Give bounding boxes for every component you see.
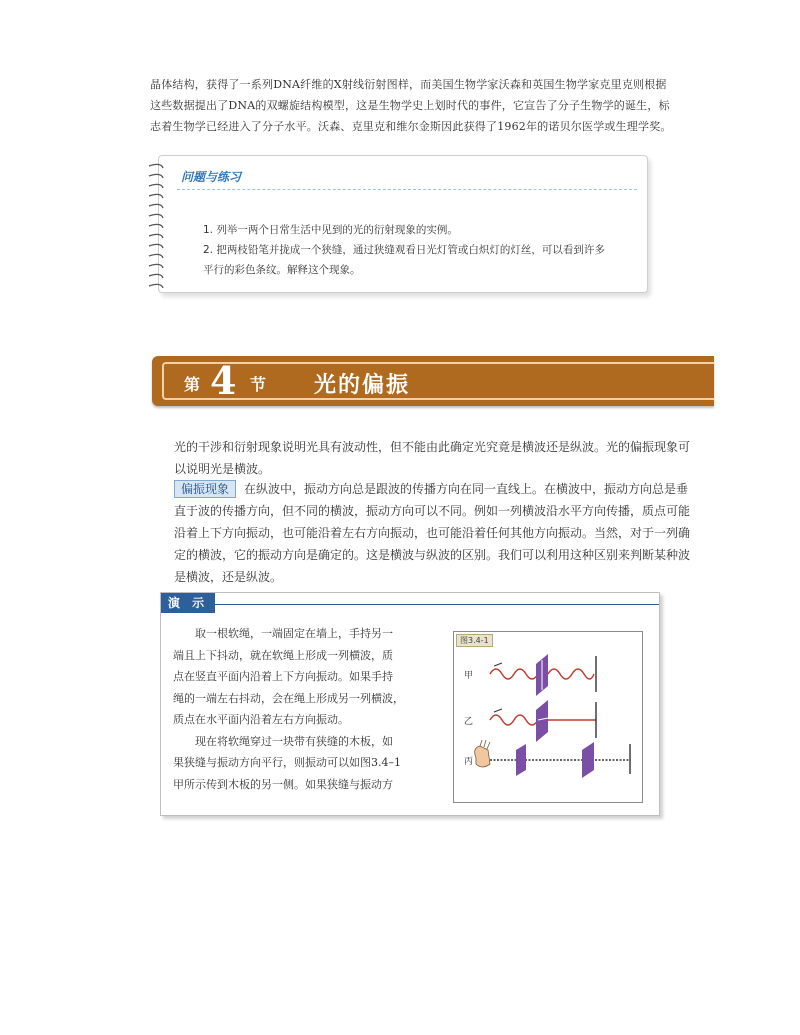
intro-line: 这些数据提出了DNA的双螺旋结构模型，这是生物学史上划时代的事件，它宣告了分子生物学的诞生，标 <box>150 99 670 112</box>
demo-line: 点在竖直平面内沿着上下方向振动。如果手持 <box>173 670 393 683</box>
demo-text <box>173 623 435 795</box>
spiral-binding-icon <box>147 160 167 288</box>
exercise-item: 平行的彩色条纹。解释这个现象。 <box>203 264 361 276</box>
demo-line: 现在将软绳穿过一块带有狭缝的木板，如 <box>173 734 393 748</box>
exercise-item: 2. 把两枝铅笔并拢成一个狭缝，通过狭缝观看日光灯管或白炽灯的灯丝，可以看到许多 <box>203 244 605 256</box>
divider <box>177 189 637 190</box>
intro-line: 晶体结构，获得了一系列DNA纤维的X射线衍射图样，而美国生物学家沃森和英国生物学家克里克则根据 <box>150 78 667 91</box>
figure-label: 图3.4-1 <box>456 634 493 647</box>
paragraph-polarization <box>174 478 692 588</box>
demo-line: 绳的一端左右抖动，会在绳上形成另一列横波， <box>173 691 404 705</box>
row-label: 甲 <box>464 671 474 681</box>
exercise-item: 1. 列举一两个日常生活中见到的光的衍射现象的实例。 <box>203 224 458 236</box>
demo-line: 质点在水平面内沿着左右方向振动。 <box>173 713 349 726</box>
banner-frame <box>162 358 714 403</box>
section-banner <box>152 356 714 406</box>
slit-board-icon <box>582 742 594 778</box>
demo-box <box>160 592 660 816</box>
demo-line: 甲所示传到木板的另一侧。如果狭缝与振动方 <box>173 777 393 791</box>
hand-icon <box>475 740 490 767</box>
exercise-list <box>203 220 623 280</box>
demo-line: 端且上下抖动，就在软绳上形成一列横波，质 <box>173 648 393 662</box>
demo-line: 取一根软绳，一端固定在墙上，手持另一 <box>173 627 393 640</box>
paragraph-intro: 光的干涉和衍射现象说明光具有波动性，但不能由此确定光究竟是横波还是纵波。光的偏振现象可以说明光是横波。 <box>174 440 691 476</box>
intro-line: 志着生物学已经进入了分子水平。沃森、克里克和维尔金斯因此获得了1962年的诺贝尔医学或生理学奖。 <box>150 120 672 133</box>
intro-paragraph <box>150 74 680 137</box>
section-suffix: 节 <box>250 375 267 394</box>
figure-3-4-1 <box>453 631 643 803</box>
slit-board-icon <box>536 700 548 742</box>
demo-line: 果狭缝与振动方向平行，则振动可以如图3.4–1 <box>173 756 401 769</box>
figure-illustration <box>454 632 642 802</box>
row-label: 丙 <box>464 757 474 767</box>
divider <box>215 604 659 605</box>
row-label: 乙 <box>464 717 474 727</box>
slit-board-icon <box>516 744 526 776</box>
keyword-tag: 偏振现象 <box>174 480 236 498</box>
demo-header: 演 示 <box>161 593 215 613</box>
section-prefix: 第 <box>184 375 201 394</box>
exercise-title: 问题与练习 <box>181 170 242 184</box>
paragraph-text: 在纵波中，振动方向总是跟波的传播方向在同一直线上。在横波中，振动方向总是垂直于波的传播方向，但不同的横波，振动方向可以不同。例如一列横波沿水平方向传播，质点可能沿着上下方向振动，也可能沿着左右方向振动，也可能沿着任何其他方向振动。当然，对于一列确定的横波，它的振动方向是确定的。这是横波与纵波的区别。我们可以利用这种区别来判断某种波是横波，还是纵波。 <box>174 482 691 584</box>
section-title: 光的偏振 <box>314 373 411 398</box>
section-number: 4 <box>210 358 237 403</box>
exercise-box <box>158 155 648 293</box>
